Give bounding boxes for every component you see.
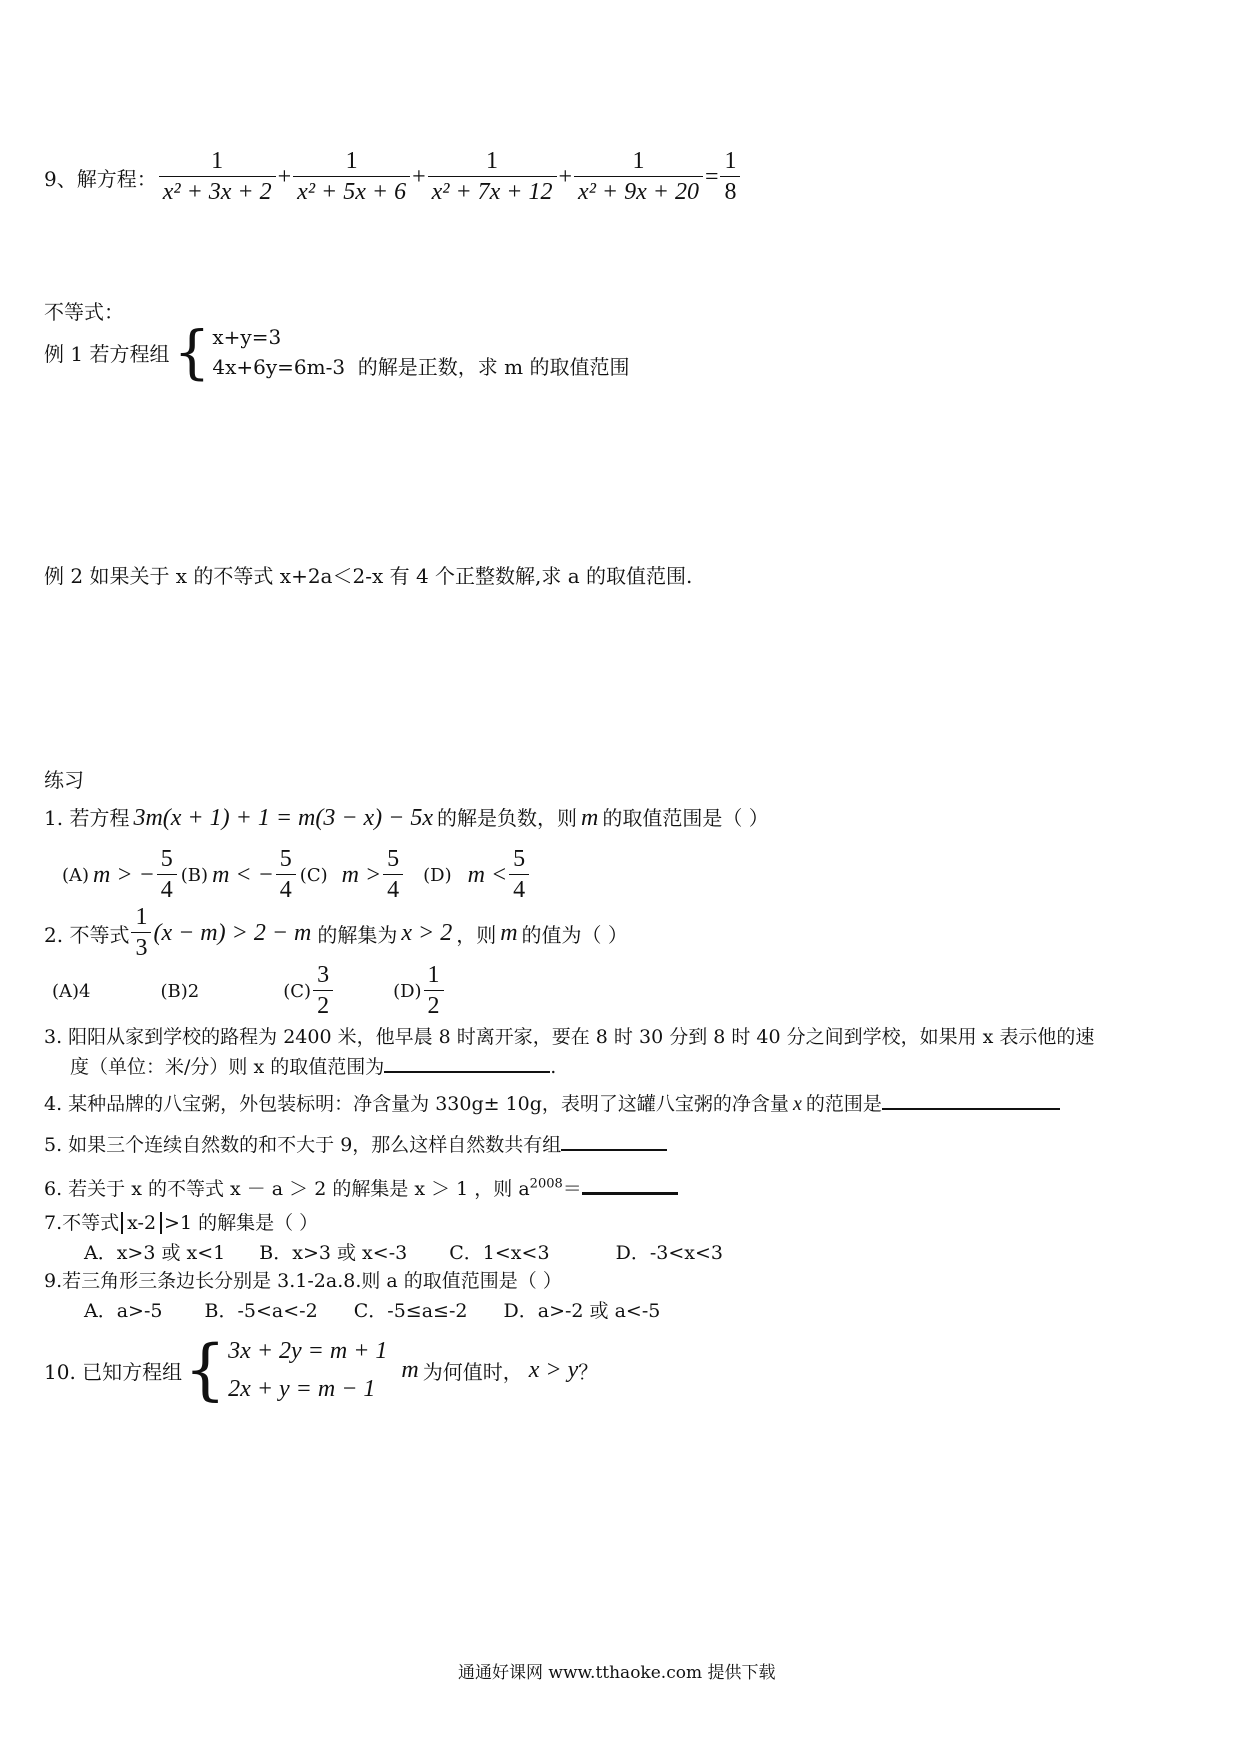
problem-6: 6. 若关于 x 的不等式 x － a ＞ 2 的解集是 x ＞ 1 ，则 $a^{2008}=$ [44, 1174, 678, 1201]
option-b: (B) m < − $\frac{5}{4}$ [181, 846, 298, 905]
q9-equation: $\frac{1}{\text{x² + 3x + 2}}$ + $\frac{1}{\text{x² + 5x + 6}}$ + $\frac{1}{\text{x² + 7x + 12}}$ + $\frac{1}{\text{x² + 9x + 20}}$ = $\frac{1}{8}$ [157, 148, 743, 207]
fraction-1: $\frac{1}{\text{x² + 3x + 2}}$ [159, 148, 276, 207]
system-eq1: 3x + 2y = m + 1 [228, 1338, 388, 1364]
problem-7-options [84, 1238, 723, 1265]
answer-blank[interactable] [384, 1071, 550, 1073]
example-2: 例 2 如果关于 x 的不等式 x+2a＜2-x 有 4 个正整数解,求 a 的取值范围. [44, 564, 693, 588]
fraction-rhs: $\frac{1}{8}$ [720, 148, 740, 207]
option-a: (A)4 [52, 980, 91, 1002]
practice-title: 练习 [44, 768, 84, 792]
example-1-suffix: 的解是正数，求 m 的取值范围 [357, 355, 630, 379]
option-d: D．-3<x<3 [615, 1242, 723, 1264]
problem-1-stem: 1. 若方程 3m(x + 1) + 1 = m(3 − x) − 5x 的解是负数，则 m 的取值范围是（ ） [44, 805, 769, 831]
footer: 通通好课网 www.tthaoke.com 提供下载 [458, 1663, 776, 1683]
option-c: C．1<x<3 [449, 1242, 550, 1264]
absolute-value: x-2 [121, 1212, 162, 1234]
fraction-one-third: $\frac{1}{3}$ [131, 904, 151, 963]
option-d: (D) m < $\frac{5}{4}$ [423, 846, 531, 905]
example-1 [44, 318, 630, 386]
option-c: (C) $\frac{3}{2}$ [283, 962, 335, 1021]
problem-7-stem: 7.不等式 x-2 >1 的解集是（ ） [44, 1212, 319, 1234]
problem-3-line2: 度（单位：米/分）则 x 的取值范围为 . [70, 1056, 557, 1078]
problem-2-options [52, 962, 446, 1021]
option-d: D．a>-2 或 a<-5 [503, 1300, 661, 1322]
fraction-2: $\frac{1}{\text{x² + 5x + 6}}$ [293, 148, 410, 207]
option-c: C．-5≤a≤-2 [353, 1300, 468, 1322]
answer-blank[interactable] [582, 1192, 678, 1195]
problem-5: 5. 如果三个连续自然数的和不大于 9，那么这样自然数共有组 [44, 1130, 667, 1157]
problem-10: 10. 已知方程组 { 3x + 2y = m + 1 2x + y = m − 1 m 为何值时， x > y ？ [44, 1331, 599, 1408]
system-eq2: 2x + y = m − 1 [228, 1376, 376, 1402]
q9-label: 9、解方程： [44, 166, 157, 191]
option-b: B．x>3 或 x<-3 [259, 1242, 408, 1264]
option-d: (D) $\frac{1}{2}$ [393, 962, 445, 1021]
brace-icon: { [184, 1331, 227, 1408]
example-1-prefix: 例 1 若方程组 [44, 341, 170, 366]
brace-icon: { [173, 318, 211, 386]
option-a: (A) m > − $\frac{5}{4}$ [62, 846, 179, 905]
answer-blank[interactable] [882, 1108, 1060, 1110]
answer-blank[interactable] [561, 1149, 667, 1151]
option-c: (C) m > $\frac{5}{4}$ [300, 846, 405, 905]
problem-1-options [62, 846, 531, 905]
problem-2-stem: 2. 不等式 $\frac{1}{3}$ (x − m) > 2 − m 的解集为 x > 2 ，则 m 的值为（ ） [44, 904, 628, 962]
option-a: A．x>3 或 x<1 [84, 1242, 226, 1264]
option-a: A．a>-5 [84, 1300, 163, 1322]
section-title: 不等式： [44, 300, 124, 324]
option-b: B．-5<a<-2 [204, 1300, 318, 1322]
fraction-3: $\frac{1}{\text{x² + 7x + 12}}$ [428, 148, 557, 207]
problem-9-stem: 9.若三角形三条边长分别是 3.1-2a.8.则 a 的取值范围是（ ） [44, 1270, 562, 1292]
problem-3-line1: 3. 阳阳从家到学校的路程为 2400 米，他早晨 8 时离开家，要在 8 时 30 分到 8 时 40 分之间到学校，如果用 x 表示他的速 [44, 1026, 1095, 1048]
example-1-eq2: 4x+6y=6m-3 [212, 355, 346, 379]
option-b: (B)2 [160, 980, 200, 1002]
q9-row [44, 148, 742, 207]
example-1-eq1: x+y=3 [212, 325, 282, 349]
problem-4: 4. 某种品牌的八宝粥，外包装标明：净含量为 330g± 10g，表明了这罐八宝粥的净含量 x 的范围是 [44, 1089, 1060, 1116]
problem-9-options [84, 1296, 660, 1323]
fraction-4: $\frac{1}{\text{x² + 9x + 20}}$ [574, 148, 703, 207]
problem-1-equation: 3m(x + 1) + 1 = m(3 − x) − 5x [133, 805, 434, 831]
